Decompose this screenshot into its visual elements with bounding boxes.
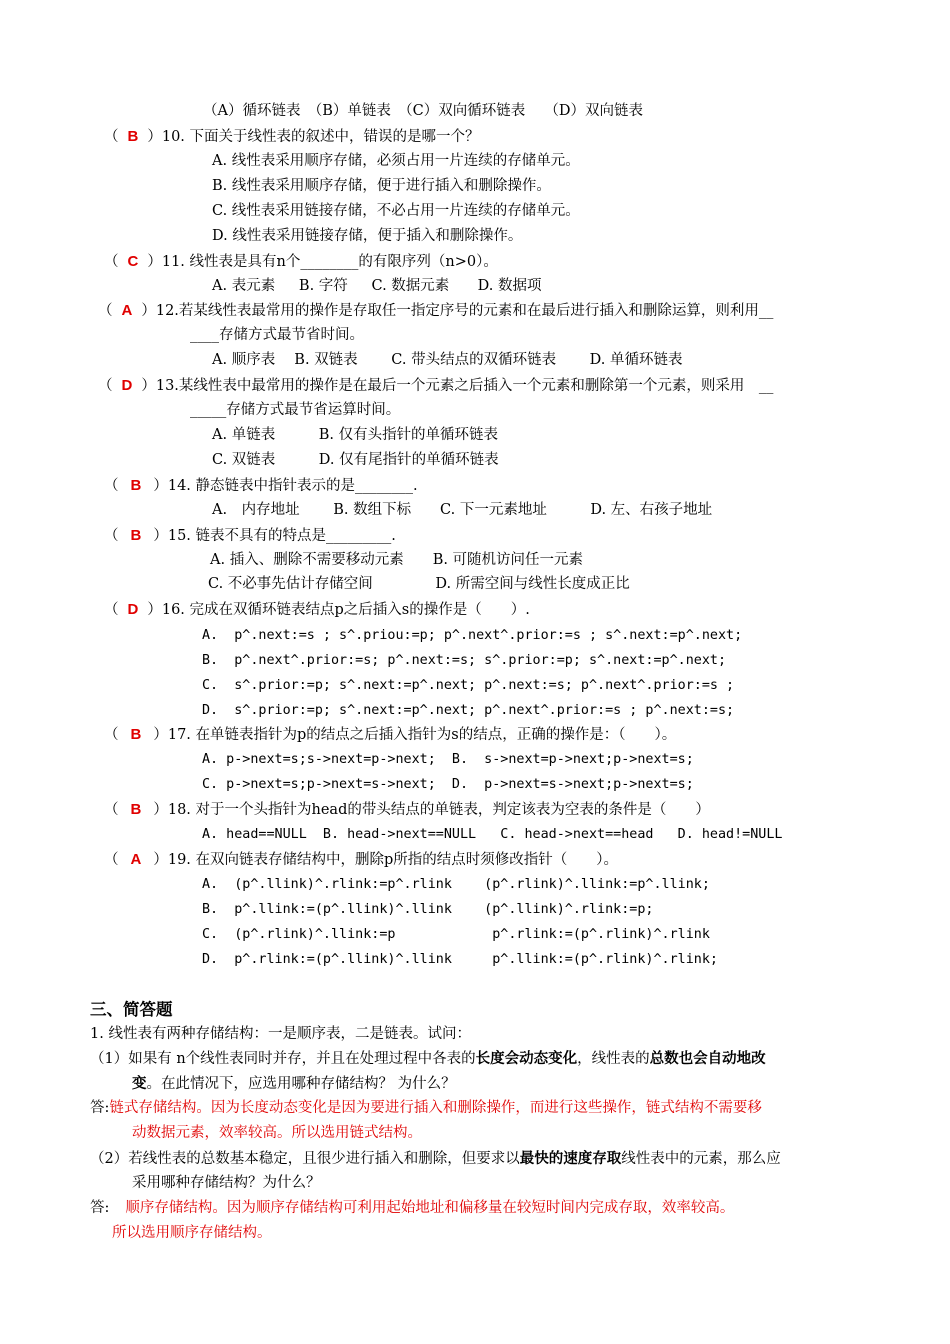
- q14-options: A. 内存地址 B. 数组下标 C. 下一元素地址 D. 左、右孩子地址: [212, 502, 713, 518]
- question-13: （ D ）13.某线性表中最常用的操作是在最后一个元素之后插入一个元素和删除第一个元素，则采用 __: [98, 377, 774, 394]
- q13-continuation: _____存储方式最节省运算时间。: [190, 402, 401, 418]
- q15-option-ab: A. 插入、删除不需要移动元素 B. 可随机访问任一元素: [210, 552, 584, 568]
- q19-option-b: B. p^.llink:=(p^.llink)^.llink (p^.llink)^.rlink:=p;: [202, 902, 654, 917]
- answer-15: B: [130, 527, 142, 544]
- q19-option-a: A. (p^.llink)^.rlink:=p^.rlink (p^.rlink)^.llink:=p^.llink;: [202, 877, 710, 892]
- answer-2-cont: 所以选用顺序存储结构。: [112, 1225, 272, 1241]
- answer-16: D: [127, 601, 139, 618]
- question-14: （ B ）14. 静态链表中指针表示的是________.: [104, 477, 418, 494]
- q11-options: A. 表元素 B. 字符 C. 数据元素 D. 数据项: [212, 278, 542, 294]
- q16-option-a: A. p^.next:=s ; s^.priou:=p; p^.next^.prior:=s ; s^.next:=p^.next;: [202, 628, 743, 643]
- q17-option-cd: C. p->next=s;p->next=s->next; D. p->next=s->next;p->next=s;: [202, 777, 694, 792]
- q10-option-d: D. 线性表采用链接存储，便于插入和删除操作。: [212, 228, 523, 244]
- q16-option-b: B. p^.next^.prior:=s; p^.next:=s; s^.prior:=p; s^.next:=p^.next;: [202, 653, 727, 668]
- q16-option-d: D. s^.prior:=p; s^.next:=p^.next; p^.next^.prior:=s ; p^.next:=s;: [202, 703, 735, 718]
- question-16: （ D ）16. 完成在双循环链表结点p之后插入s的操作是（ ）.: [104, 601, 530, 618]
- answer-2: 答: 顺序存储结构。因为顺序存储结构可利用起始地址和偏移量在较短时间内完成存取，效率较高。: [90, 1200, 735, 1216]
- sub-question-1-cont: 变。在此情况下，应选用哪种存储结构？ 为什么？: [132, 1075, 456, 1092]
- question-12: （ A ）12.若某线性表最常用的操作是存取任一指定序号的元素和在最后进行插入和删除运算，则利用__: [98, 302, 774, 319]
- answer-17: B: [130, 726, 142, 743]
- q10-option-a: A. 线性表采用顺序存储，必须占用一片连续的存储单元。: [212, 153, 580, 169]
- q18-options: A. head==NULL B. head->next==NULL C. head->next==head D. head!=NULL: [202, 827, 783, 842]
- question-15: （ B ）15. 链表不具有的特点是_________.: [104, 527, 396, 544]
- q9-options: （A）循环链表 （B）单链表 （C）双向循环链表 （D）双向链表: [203, 103, 643, 119]
- q13-option-cd: C. 双链表 D. 仅有尾指针的单循环链表: [212, 452, 499, 468]
- section-heading: 三、简答题: [90, 1000, 173, 1019]
- question-10: （ B ）10. 下面关于线性表的叙述中，错误的是哪一个？: [104, 128, 480, 145]
- q12-options: A. 顺序表 B. 双链表 C. 带头结点的双循环链表 D. 单循环链表: [212, 352, 683, 368]
- question-19: （ A ）19. 在双向链表存储结构中，删除p所指的结点时须修改指针（ ）。: [104, 851, 619, 868]
- short-answer-q1-intro: 1. 线性表有两种存储结构：一是顺序表，二是链表。试问：: [90, 1026, 471, 1042]
- answer-14: B: [130, 477, 142, 494]
- answer-1: 答:链式存储结构。因为长度动态变化是因为要进行插入和删除操作，而进行这些操作，链式结构不需要移: [90, 1100, 762, 1116]
- answer-10: B: [127, 128, 139, 145]
- q15-option-cd: C. 不必事先估计存储空间 D. 所需空间与线性长度成正比: [208, 576, 630, 592]
- answer-11: C: [127, 253, 139, 270]
- sub-question-2: （2）若线性表的总数基本稳定，且很少进行插入和删除，但要求以最快的速度存取线性表中的元素，那么应: [90, 1150, 781, 1167]
- q10-option-b: B. 线性表采用顺序存储，便于进行插入和删除操作。: [212, 178, 551, 194]
- question-18: （ B ）18. 对于一个头指针为head的带头结点的单链表，判定该表为空表的条件是（ ）: [104, 801, 710, 818]
- q12-continuation: ____存储方式最节省时间。: [190, 327, 364, 343]
- q19-option-d: D. p^.rlink:=(p^.llink)^.llink p^.llink:=(p^.rlink)^.rlink;: [202, 952, 718, 967]
- answer-12: A: [121, 302, 133, 319]
- answer-18: B: [130, 801, 142, 818]
- answer-1-cont: 动数据元素，效率较高。所以选用链式结构。: [132, 1125, 422, 1141]
- q17-option-ab: A. p->next=s;s->next=p->next; B. s->next=p->next;p->next=s;: [202, 752, 694, 767]
- q19-option-c: C. (p^.rlink)^.llink:=p p^.rlink:=(p^.rlink)^.rlink: [202, 927, 710, 942]
- answer-19: A: [130, 851, 142, 868]
- question-11: （ C ）11. 线性表是具有n个________的有限序列（n>0）。: [104, 253, 498, 270]
- sub-question-1: （1）如果有 n个线性表同时并存，并且在处理过程中各表的长度会动态变化，线性表的总数也会自动地改: [90, 1050, 766, 1067]
- answer-13: D: [121, 377, 133, 394]
- q13-option-ab: A. 单链表 B. 仅有头指针的单循环链表: [212, 427, 499, 443]
- q16-option-c: C. s^.prior:=p; s^.next:=p^.next; p^.next:=s; p^.next^.prior:=s ;: [202, 678, 735, 693]
- sub-question-2-cont: 采用哪种存储结构？为什么？: [132, 1175, 321, 1191]
- question-17: （ B ）17. 在单链表指针为p的结点之后插入指针为s的结点，正确的操作是：（ ）。: [104, 726, 677, 743]
- q10-option-c: C. 线性表采用链接存储，不必占用一片连续的存储单元。: [212, 203, 580, 219]
